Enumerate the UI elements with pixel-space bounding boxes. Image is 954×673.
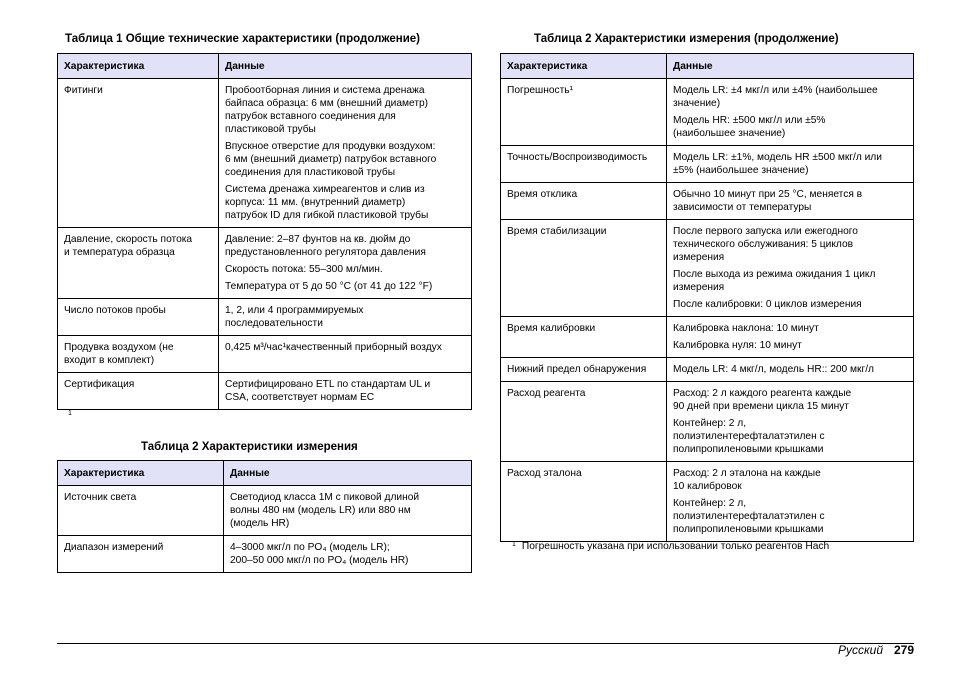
- data-line: значение): [673, 98, 721, 109]
- footnote-text: Погрешность указана при использовании только реагентов Hach: [521, 541, 830, 552]
- characteristic-cell: [58, 486, 224, 536]
- data-paragraph: [673, 497, 908, 536]
- table-row: [501, 183, 914, 220]
- data-line: полипропиленовыми крышками: [673, 444, 824, 455]
- data-line: измерения: [673, 252, 725, 263]
- header-data: Данные: [224, 461, 472, 486]
- data-line: корпуса: 11 мм. (внутренний диаметр): [225, 197, 406, 208]
- data-cell: [667, 462, 914, 542]
- data-line: Контейнер: 2 л,: [673, 498, 747, 509]
- data-cell: [224, 536, 472, 573]
- characteristic-line: Фитинги: [64, 85, 103, 96]
- data-line: полиэтилентерефталатэтилен с: [673, 431, 825, 442]
- data-line: Модель LR: ±1%, модель HR ±500 мкг/л или: [673, 152, 882, 163]
- data-paragraph: [225, 84, 466, 136]
- characteristic-cell: [501, 462, 667, 542]
- data-line: полипропиленовыми крышками: [673, 524, 824, 535]
- footer-language: Русский: [837, 643, 883, 657]
- characteristic-line: Число потоков пробы: [64, 305, 166, 316]
- data-cell: [219, 373, 472, 410]
- characteristic-cell: [58, 336, 219, 373]
- data-paragraph: [225, 263, 466, 276]
- data-line: Контейнер: 2 л,: [673, 418, 747, 429]
- characteristic-cell: [501, 382, 667, 462]
- data-cell: [224, 486, 472, 536]
- data-line: Скорость потока: 55–300 мл/мин.: [225, 264, 383, 275]
- data-line: Модель HR: ±500 мкг/л или ±5%: [673, 115, 826, 126]
- table2-measurement-specs: [57, 460, 472, 573]
- characteristic-line: Источник света: [64, 492, 137, 503]
- data-cell: [219, 336, 472, 373]
- data-line: Обычно 10 минут при 25 °C, меняется в: [673, 189, 863, 200]
- data-line: Впускное отверстие для продувки воздухом:: [225, 141, 436, 152]
- data-line: 6 мм (внешний диаметр) патрубок вставного: [225, 154, 437, 165]
- table-row: [58, 79, 472, 228]
- data-line: Калибровка наклона: 10 минут: [673, 323, 819, 334]
- data-line: волны 480 нм (модель LR) или 880 нм: [230, 505, 411, 516]
- data-line: Модель LR: 4 мкг/л, модель HR:: 200 мкг/л: [673, 364, 874, 375]
- characteristic-line: Диапазон измерений: [64, 542, 164, 553]
- data-paragraph: [673, 298, 908, 311]
- data-paragraph: [673, 322, 908, 335]
- data-line: CSA, соответствует нормам EC: [225, 392, 375, 403]
- table1-title: Таблица 1 Общие технические характеристики (продолжение): [65, 33, 421, 45]
- characteristic-line: Давление, скорость потока: [64, 234, 193, 245]
- data-line: Сертифицировано ETL по стандартам UL и: [225, 379, 431, 390]
- data-line: пластиковой трубы: [225, 124, 316, 135]
- data-paragraph: [225, 341, 466, 354]
- data-line: После первого запуска или ежегодного: [673, 226, 858, 237]
- data-line: 90 дней при времени цикла 15 минут: [673, 401, 849, 412]
- characteristic-cell: [58, 79, 219, 228]
- data-paragraph: [225, 280, 466, 293]
- table1-footnote-mark: 1: [68, 410, 72, 417]
- characteristic-cell: [501, 79, 667, 146]
- data-cell: [667, 358, 914, 382]
- data-paragraph: [225, 378, 466, 404]
- data-paragraph: [673, 387, 908, 413]
- data-line: ±5% (наибольшее значение): [673, 165, 809, 176]
- data-line: 4–3000 мкг/л по PO₄ (модель LR);: [230, 542, 390, 553]
- data-line: Давление: 2–87 фунтов на кв. дюйм до: [225, 234, 411, 245]
- data-line: соединения для пластиковой трубы: [225, 167, 396, 178]
- data-cell: [667, 183, 914, 220]
- table-row: [501, 146, 914, 183]
- characteristic-line: Сертификация: [64, 379, 135, 390]
- data-line: полиэтилентерефталатэтилен с: [673, 511, 825, 522]
- data-line: После выхода из режима ожидания 1 цикл: [673, 269, 876, 280]
- characteristic-line: Погрешность¹: [507, 85, 573, 96]
- table2-cont-title: Таблица 2 Характеристики измерения (продолжение): [534, 33, 839, 45]
- data-line: последовательности: [225, 318, 323, 329]
- characteristic-line: Точность/Воспроизводимость: [507, 152, 648, 163]
- data-line: технического обслуживания: 5 циклов: [673, 239, 854, 250]
- characteristic-cell: [501, 183, 667, 220]
- table-row: [58, 486, 472, 536]
- header-data: Данные: [667, 54, 914, 79]
- data-line: (наибольшее значение): [673, 128, 786, 139]
- table1-general-specs: [57, 53, 472, 410]
- table2-title: Таблица 2 Характеристики измерения: [141, 441, 358, 453]
- header-characteristic: Характеристика: [501, 54, 667, 79]
- data-line: измерения: [673, 282, 725, 293]
- data-paragraph: [673, 225, 908, 264]
- characteristic-line: Расход эталона: [507, 468, 582, 479]
- data-paragraph: [673, 339, 908, 352]
- footer-divider: [57, 643, 914, 644]
- data-paragraph: [673, 84, 908, 110]
- data-cell: [667, 220, 914, 317]
- data-paragraph: [673, 151, 908, 177]
- data-cell: [219, 228, 472, 299]
- data-paragraph: [673, 114, 908, 140]
- data-cell: [219, 79, 472, 228]
- characteristic-line: Время отклика: [507, 189, 578, 200]
- data-line: Расход: 2 л эталона на каждые: [673, 468, 821, 479]
- data-paragraph: [673, 363, 908, 376]
- data-paragraph: [225, 304, 466, 330]
- data-line: После калибровки: 0 циклов измерения: [673, 299, 862, 310]
- data-paragraph: [225, 233, 466, 259]
- data-cell: [667, 79, 914, 146]
- characteristic-cell: [501, 317, 667, 358]
- data-line: Система дренажа химреагентов и слив из: [225, 184, 425, 195]
- characteristic-line: входит в комплект): [64, 355, 155, 366]
- table-row: [58, 299, 472, 336]
- data-line: предустановленного регулятора давления: [225, 247, 426, 258]
- data-line: Температура от 5 до 50 °C (от 41 до 122 °F): [225, 281, 433, 292]
- table-row: [58, 336, 472, 373]
- data-line: (модель HR): [230, 518, 290, 529]
- data-cell: [667, 317, 914, 358]
- data-line: 1, 2, или 4 программируемых: [225, 305, 364, 316]
- table-header-row: [58, 54, 472, 79]
- characteristic-line: Время калибровки: [507, 323, 596, 334]
- data-line: Калибровка нуля: 10 минут: [673, 340, 802, 351]
- data-line: Светодиод класса 1M с пиковой длиной: [230, 492, 420, 503]
- data-line: патрубок ID для гибкой пластиковой трубы: [225, 210, 429, 221]
- characteristic-line: и температура образца: [64, 247, 175, 258]
- data-paragraph: [673, 188, 908, 214]
- table-row: [501, 382, 914, 462]
- characteristic-line: Время стабилизации: [507, 226, 607, 237]
- data-line: 10 калибровок: [673, 481, 742, 492]
- data-cell: [667, 382, 914, 462]
- data-line: Расход: 2 л каждого реагента каждые: [673, 388, 852, 399]
- characteristic-cell: [58, 536, 224, 573]
- footnote-mark: 1: [512, 541, 516, 548]
- table-row: [501, 358, 914, 382]
- table-row: [501, 317, 914, 358]
- data-line: Пробоотборная линия и система дренажа: [225, 85, 425, 96]
- header-data: Данные: [219, 54, 472, 79]
- data-cell: [219, 299, 472, 336]
- data-paragraph: [230, 491, 466, 530]
- table2-cont-measurement-specs: [500, 53, 914, 542]
- characteristic-line: Нижний предел обнаружения: [507, 364, 647, 375]
- characteristic-cell: [58, 373, 219, 410]
- characteristic-cell: [58, 299, 219, 336]
- data-paragraph: [230, 541, 466, 567]
- data-line: Модель LR: ±4 мкг/л или ±4% (наибольшее: [673, 85, 878, 96]
- data-paragraph: [673, 467, 908, 493]
- characteristic-line: Продувка воздухом (не: [64, 342, 174, 353]
- data-paragraph: [225, 183, 466, 222]
- data-paragraph: [673, 268, 908, 294]
- characteristic-cell: [58, 228, 219, 299]
- characteristic-cell: [501, 358, 667, 382]
- table-row: [58, 536, 472, 573]
- table-row: [501, 462, 914, 542]
- table-row: [501, 220, 914, 317]
- table2-cont-footnote: [512, 541, 829, 552]
- characteristic-cell: [501, 146, 667, 183]
- table-row: [501, 79, 914, 146]
- data-cell: [667, 146, 914, 183]
- data-line: 0,425 м³/час¹качественный приборный воздух: [225, 342, 442, 353]
- table-row: [58, 373, 472, 410]
- characteristic-line: Расход реагента: [507, 388, 586, 399]
- data-line: 200–50 000 мкг/л по PO₄ (модель HR): [230, 555, 409, 566]
- header-characteristic: Характеристика: [58, 461, 224, 486]
- characteristic-cell: [501, 220, 667, 317]
- data-line: патрубок вставного соединения для: [225, 111, 396, 122]
- data-line: байпаса образца: 6 мм (внешний диаметр): [225, 98, 429, 109]
- page-number: 279: [893, 643, 914, 657]
- data-paragraph: [225, 140, 466, 179]
- table-header-row: [58, 461, 472, 486]
- table-header-row: [501, 54, 914, 79]
- table-row: [58, 228, 472, 299]
- header-characteristic: Характеристика: [58, 54, 219, 79]
- data-line: зависимости от температуры: [673, 202, 812, 213]
- data-paragraph: [673, 417, 908, 456]
